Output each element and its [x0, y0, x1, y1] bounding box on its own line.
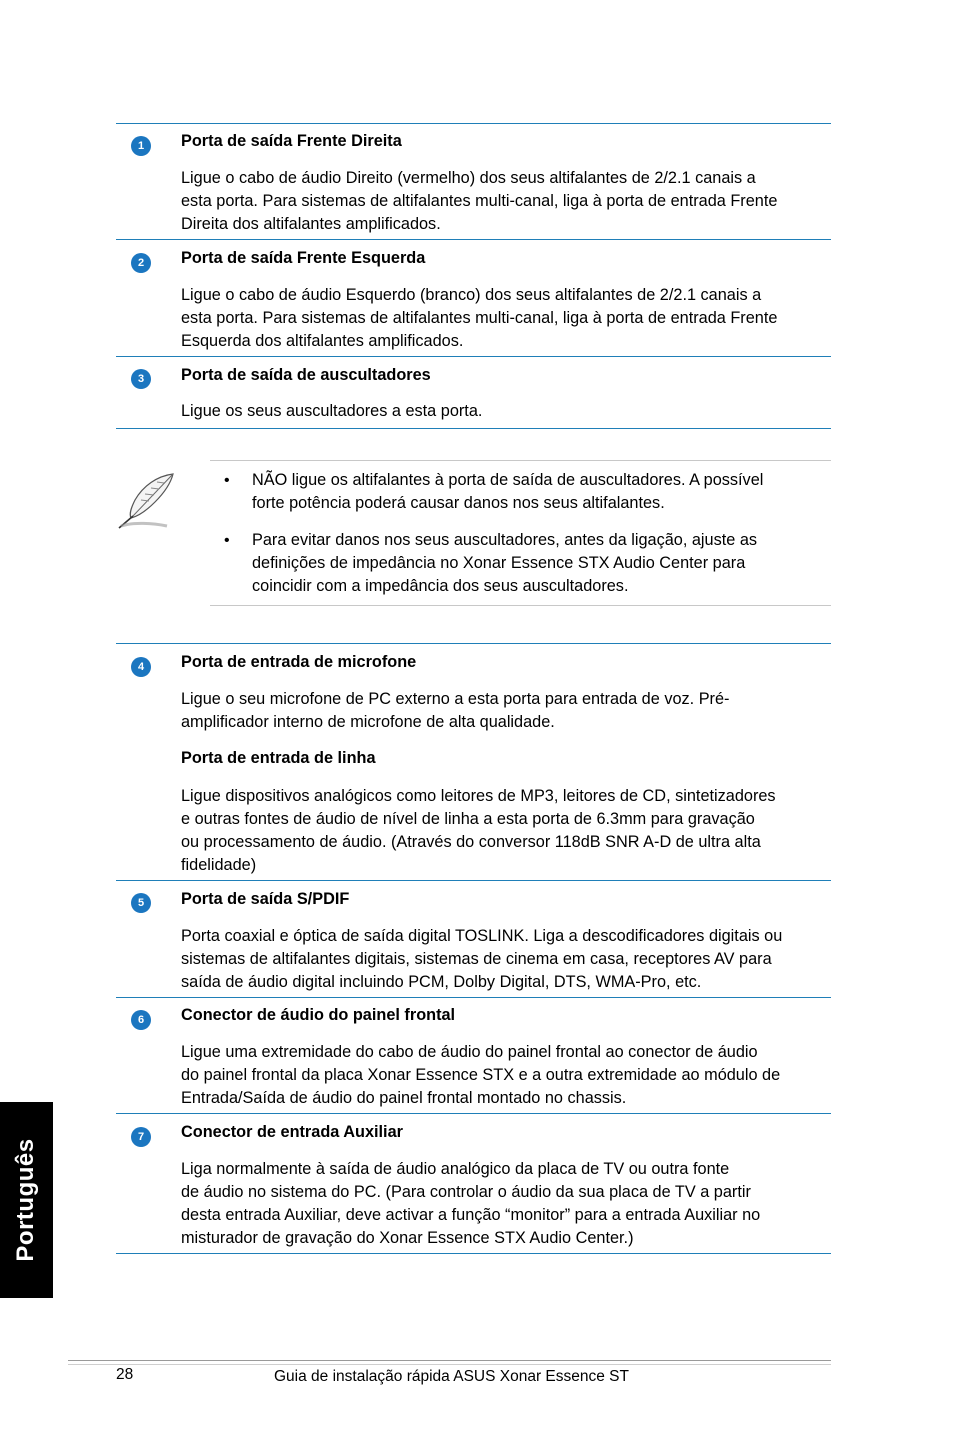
- item-line: Ligue o cabo de áudio Esquerdo (branco) dos seus altifalantes de 2/2.1 canais a: [181, 286, 762, 304]
- item-line: de áudio no sistema do PC. (Para controlar o áudio da sua placa de TV a partir: [181, 1183, 751, 1201]
- item-subtitle: Porta de entrada de linha: [181, 749, 376, 767]
- note-line: definições de impedância no Xonar Essence STX Audio Center para: [252, 554, 746, 572]
- item-title: Porta de saída Frente Direita: [181, 132, 402, 150]
- note-line: forte potência poderá causar danos nos seus altifalantes.: [252, 494, 665, 512]
- page-number: 28: [116, 1366, 134, 1383]
- item-line: Ligue uma extremidade do cabo de áudio do painel frontal ao conector de áudio: [181, 1043, 758, 1061]
- section-divider: [116, 239, 831, 240]
- item-title: Conector de áudio do painel frontal: [181, 1006, 456, 1024]
- note-divider: [210, 605, 831, 606]
- item-line: Porta coaxial e óptica de saída digital TOSLINK. Liga a descodificadores digitais ou: [181, 927, 783, 945]
- item-line: saída de áudio digital incluindo PCM, Dolby Digital, DTS, WMA-Pro, etc.: [181, 973, 702, 991]
- item-line: esta porta. Para sistemas de altifalantes multi-canal, liga à porta de entrada Frente: [181, 192, 778, 210]
- item-line: esta porta. Para sistemas de altifalantes multi-canal, liga à porta de entrada Frente: [181, 309, 778, 327]
- item-title: Porta de entrada de microfone: [181, 653, 417, 671]
- section-divider: [116, 1113, 831, 1114]
- footer-divider: [68, 1360, 831, 1365]
- item-number-badge: 6: [131, 1010, 151, 1030]
- item-title: Porta de saída S/PDIF: [181, 890, 350, 908]
- item-number-badge: 3: [131, 369, 151, 389]
- note-line: NÃO ligue os altifalantes à porta de saída de auscultadores. A possível: [252, 471, 764, 489]
- item-title: Porta de saída de auscultadores: [181, 366, 431, 384]
- item-line: do painel frontal da placa Xonar Essence STX e a outra extremidade ao módulo de: [181, 1066, 781, 1084]
- section-divider: [116, 356, 831, 357]
- item-title: Conector de entrada Auxiliar: [181, 1123, 403, 1141]
- section-divider: [116, 123, 831, 124]
- item-number-badge: 1: [131, 136, 151, 156]
- note-divider: [210, 460, 831, 461]
- language-tab-label: Português: [12, 1138, 39, 1262]
- item-title: Porta de saída Frente Esquerda: [181, 249, 426, 267]
- section-divider: [116, 880, 831, 881]
- item-line: Entrada/Saída de áudio do painel frontal montado no chassis.: [181, 1089, 627, 1107]
- footer-title: Guia de instalação rápida ASUS Xonar Essence ST: [274, 1368, 629, 1385]
- item-line: desta entrada Auxiliar, deve activar a função “monitor” para a entrada Auxiliar no: [181, 1206, 761, 1224]
- item-line: e outras fontes de áudio de nível de linha a esta porta de 6.3mm para gravação: [181, 810, 755, 828]
- item-line: Liga normalmente à saída de áudio analógico da placa de TV ou outra fonte: [181, 1160, 730, 1178]
- section-divider: [116, 1253, 831, 1254]
- item-number-badge: 7: [131, 1127, 151, 1147]
- item-line: Ligue dispositivos analógicos como leitores de MP3, leitores de CD, sintetizadores: [181, 787, 776, 805]
- pen-note-icon: [113, 470, 177, 532]
- note-line: coincidir com a impedância dos seus auscultadores.: [252, 577, 629, 595]
- item-line: amplificador interno de microfone de alta qualidade.: [181, 713, 555, 731]
- item-line: sistemas de altifalantes digitais, sistemas de cinema em casa, receptores AV para: [181, 950, 772, 968]
- item-line: Direita dos altifalantes amplificados.: [181, 215, 441, 233]
- section-divider: [116, 997, 831, 998]
- item-line: fidelidade): [181, 856, 257, 874]
- item-line: misturador de gravação do Xonar Essence STX Audio Center.): [181, 1229, 634, 1247]
- item-number-badge: 5: [131, 893, 151, 913]
- item-line: Esquerda dos altifalantes amplificados.: [181, 332, 464, 350]
- section-divider: [116, 643, 831, 644]
- item-number-badge: 4: [131, 657, 151, 677]
- item-line: Ligue os seus auscultadores a esta porta.: [181, 402, 483, 420]
- item-line: Ligue o seu microfone de PC externo a esta porta para entrada de voz. Pré-: [181, 690, 730, 708]
- item-line: ou processamento de áudio. (Através do conversor 118dB SNR A-D de ultra alta: [181, 833, 761, 851]
- bullet: •: [224, 472, 230, 489]
- section-divider: [116, 428, 831, 429]
- item-number-badge: 2: [131, 253, 151, 273]
- bullet: •: [224, 532, 230, 549]
- language-tab: [0, 1102, 53, 1298]
- note-line: Para evitar danos nos seus auscultadores, antes da ligação, ajuste as: [252, 531, 758, 549]
- item-line: Ligue o cabo de áudio Direito (vermelho) dos seus altifalantes de 2/2.1 canais a: [181, 169, 756, 187]
